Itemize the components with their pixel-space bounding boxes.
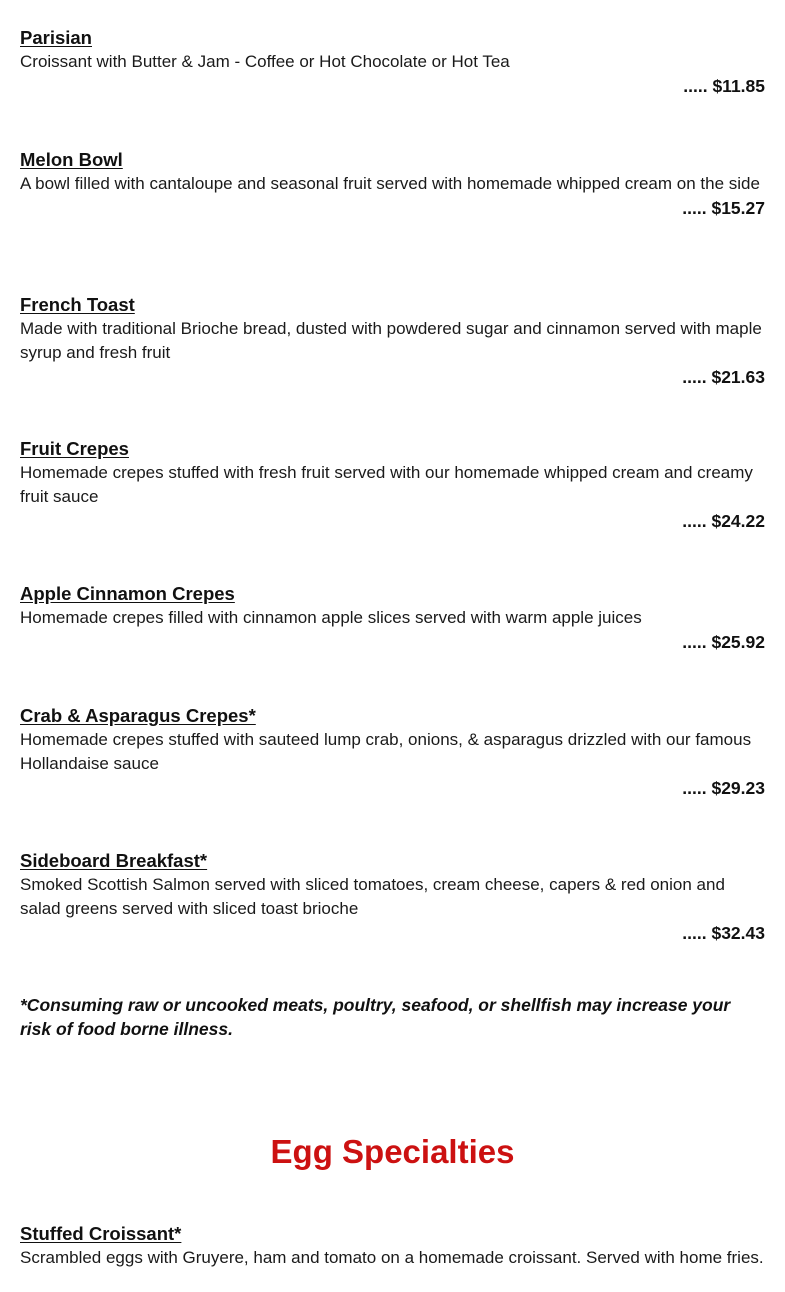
item-price: ..... $15.27 — [682, 198, 765, 218]
item-price: ..... $25.92 — [682, 632, 765, 652]
section-title-egg-specialties: Egg Specialties — [270, 1133, 515, 1170]
raw-food-disclaimer: *Consuming raw or uncooked meats, poultry, seafood, or shellfish may increase your risk of food borne illness. — [20, 995, 731, 1039]
menu-item-sideboard-breakfast — [20, 849, 765, 945]
item-name: Parisian — [20, 27, 92, 48]
item-name: Crab & Asparagus Crepes* — [20, 705, 256, 726]
item-description: Homemade crepes stuffed with sauteed lump crab, onions, & asparagus drizzled with our famous Hollandaise sauce — [20, 730, 752, 773]
item-price: ..... $21.63 — [682, 367, 765, 387]
item-name: Apple Cinnamon Crepes — [20, 583, 235, 604]
item-price: ..... $11.85 — [683, 76, 765, 96]
item-description: A bowl filled with cantaloupe and seasonal fruit served with homemade whipped cream on the side — [20, 174, 760, 193]
menu-item-crab-asparagus-crepes — [20, 704, 765, 800]
item-description: Homemade crepes filled with cinnamon apple slices served with warm apple juices — [20, 608, 642, 627]
item-name: Fruit Crepes — [20, 438, 129, 459]
item-description: Homemade crepes stuffed with fresh fruit served with our homemade whipped cream and creamy fruit sauce — [20, 463, 753, 506]
menu-item-stuffed-croissant — [20, 1222, 765, 1270]
item-description: Scrambled eggs with Gruyere, ham and tomato on a homemade croissant. Served with home fries. — [20, 1248, 764, 1267]
menu-item-melon-bowl — [20, 148, 765, 220]
item-name: Melon Bowl — [20, 149, 123, 170]
item-description: Made with traditional Brioche bread, dusted with powdered sugar and cinnamon served with maple syrup and fresh fruit — [20, 319, 762, 362]
item-price: ..... $29.23 — [682, 778, 765, 798]
item-price: ..... $24.22 — [682, 511, 765, 531]
menu-item-parisian — [20, 26, 765, 98]
item-description: Smoked Scottish Salmon served with sliced tomatoes, cream cheese, capers & red onion and salad greens served with sliced toast brioche — [20, 875, 725, 918]
menu-item-fruit-crepes — [20, 437, 765, 533]
item-price: ..... $32.43 — [682, 923, 765, 943]
menu-item-apple-cinnamon-crepes — [20, 582, 765, 654]
item-name: French Toast — [20, 294, 135, 315]
item-name: Sideboard Breakfast* — [20, 850, 208, 871]
item-description: Croissant with Butter & Jam - Coffee or Hot Chocolate or Hot Tea — [20, 52, 510, 71]
menu-item-french-toast — [20, 293, 765, 389]
item-name: Stuffed Croissant* — [20, 1223, 182, 1244]
